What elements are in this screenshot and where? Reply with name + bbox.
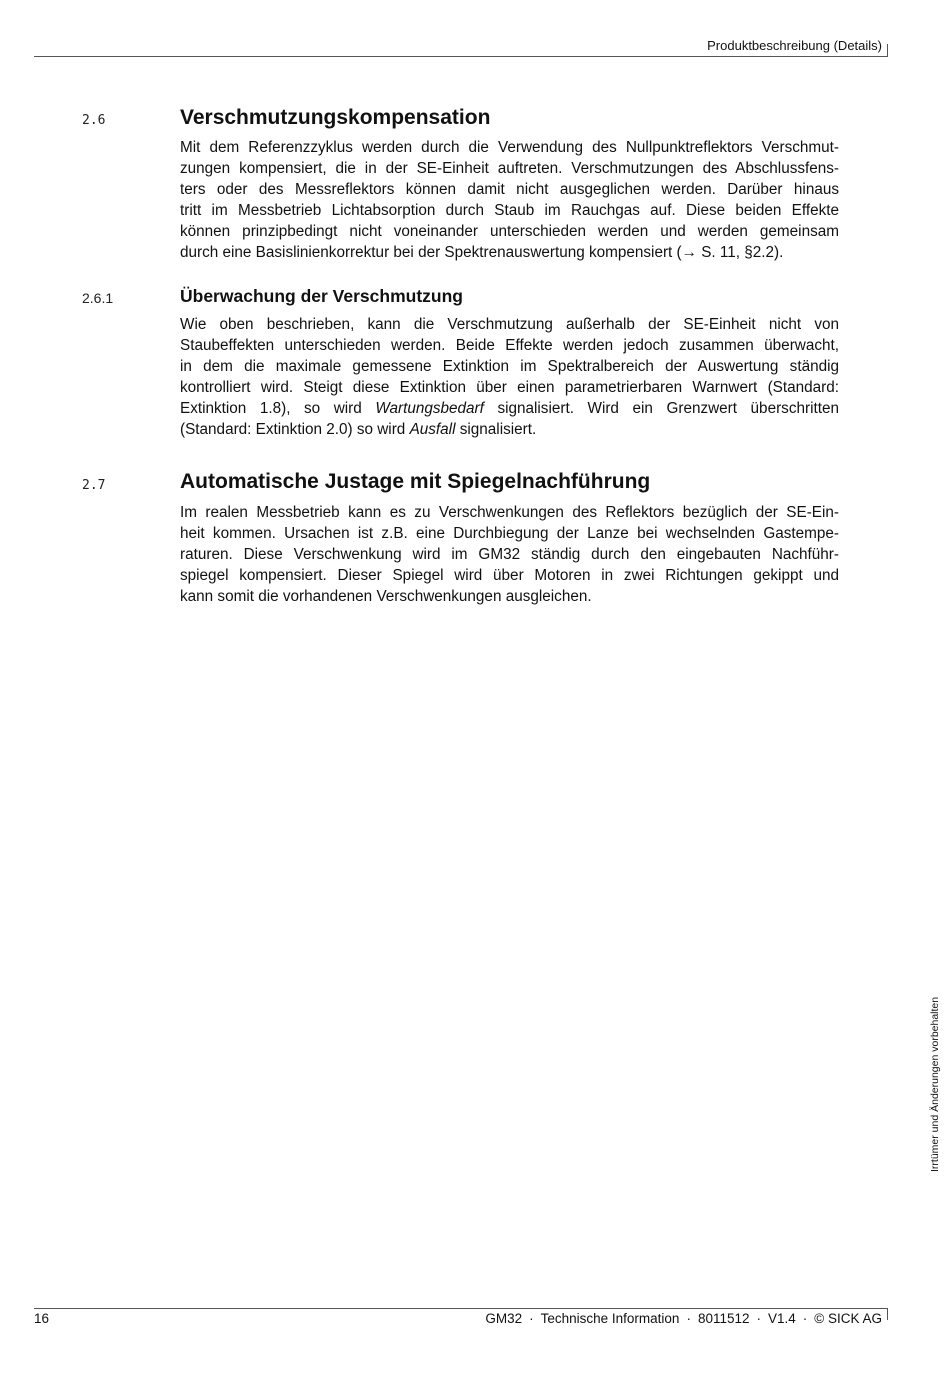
section-heading: Verschmutzungskompensation <box>180 106 491 129</box>
footer-separator: · <box>802 1311 808 1326</box>
emphasis-term: Wartungsbedarf <box>375 399 484 417</box>
section-paragraph <box>180 503 839 608</box>
footer-product: GM32 <box>485 1311 523 1326</box>
paragraph-line: ters oder des Messreflektors können damit nicht ausgeglichen werden. Darüber hinaus <box>180 180 839 198</box>
paragraph-line: raturen. Diese Verschwenkung wird im GM32 ständig durch den eingebauten Nachführ- <box>180 545 839 563</box>
footer-rule-tick <box>887 1308 888 1320</box>
text-run: Extinktion 1.8), so wird <box>180 399 376 417</box>
emphasis-term: Ausfall <box>409 420 456 438</box>
paragraph-line: tritt im Messbetrieb Lichtabsorption durch Staub im Rauchgas auf. Diese beiden Effekte <box>180 201 839 219</box>
paragraph-line: in dem die maximale gemessene Extinktion im Spektralbereich der Auswertung ständig <box>180 357 839 375</box>
footer-doc-type: Technische Information <box>540 1311 680 1326</box>
footer-copyright: © SICK AG <box>814 1311 882 1326</box>
text-run: signalisiert. Wird ein Grenzwert überschritten <box>483 399 839 417</box>
paragraph-line: heit kommen. Ursachen ist z.B. eine Durchbiegung der Lanze bei wechselnden Gastempe- <box>180 524 839 542</box>
footer-version: V1.4 <box>768 1311 796 1326</box>
section-paragraph <box>180 138 839 263</box>
side-disclaimer: Irrtümer und Änderungen vorbehalten <box>929 996 941 1172</box>
paragraph-line <box>180 420 839 441</box>
paragraph-line: können prinzipbedingt nicht voneinander unterschieden werden und werden gemeinsam <box>180 222 839 240</box>
footer-separator: · <box>529 1311 534 1326</box>
subsection-number: 2.6.1 <box>82 290 114 306</box>
section-number: 2.6 <box>82 113 106 128</box>
text-run: signalisiert. <box>455 420 537 438</box>
paragraph-line: zungen kompensiert, die in der SE-Einheit auftreten. Verschmutzungen des Abschlussfens- <box>180 159 839 177</box>
running-header: Produktbeschreibung (Details) <box>707 38 882 53</box>
paragraph-line: Staubeffekten unterschieden werden. Beide Effekte werden jedoch zusammen überwacht, <box>180 336 839 354</box>
footer-info <box>485 1311 882 1326</box>
paragraph-line: Im realen Messbetrieb kann es zu Verschwenkungen des Reflektors bezüglich der SE-Ein- <box>180 504 839 521</box>
paragraph-line: durch eine Basislinienkorrektur bei der Spektrenauswertung kompensiert (→ S. 11, §2.2). <box>180 243 784 261</box>
footer-doc-number: 8011512 <box>697 1311 750 1326</box>
footer-separator: · <box>686 1311 691 1326</box>
footer-separator: · <box>756 1311 761 1326</box>
paragraph-line: kontrolliert wird. Steigt diese Extinktion über einen parametrierbaren Warnwert (Standard: <box>180 378 839 396</box>
subsection-heading: Überwachung der Verschmutzung <box>180 286 463 306</box>
section-heading: Automatische Justage mit Spiegelnachführung <box>180 470 651 493</box>
paragraph-line: spiegel kompensiert. Dieser Spiegel wird über Motoren in zwei Richtungen gekippt und <box>180 566 839 584</box>
header-rule-tick <box>887 44 888 56</box>
section-paragraph <box>180 315 839 440</box>
text-run: (Standard: Extinktion 2.0) so wird <box>180 420 410 438</box>
paragraph-line: Wie oben beschrieben, kann die Verschmutzung außerhalb der SE-Einheit nicht von <box>180 316 839 333</box>
footer-rule <box>34 1308 888 1309</box>
section-number: 2.7 <box>82 478 106 493</box>
paragraph-line: Mit dem Referenzzyklus werden durch die Verwendung des Nullpunktreflektors Verschmut- <box>180 139 839 156</box>
paragraph-line <box>180 399 839 420</box>
header-rule <box>34 56 888 57</box>
paragraph-line: kann somit die vorhandenen Verschwenkungen ausgleichen. <box>180 587 592 605</box>
page-number: 16 <box>34 1311 50 1326</box>
